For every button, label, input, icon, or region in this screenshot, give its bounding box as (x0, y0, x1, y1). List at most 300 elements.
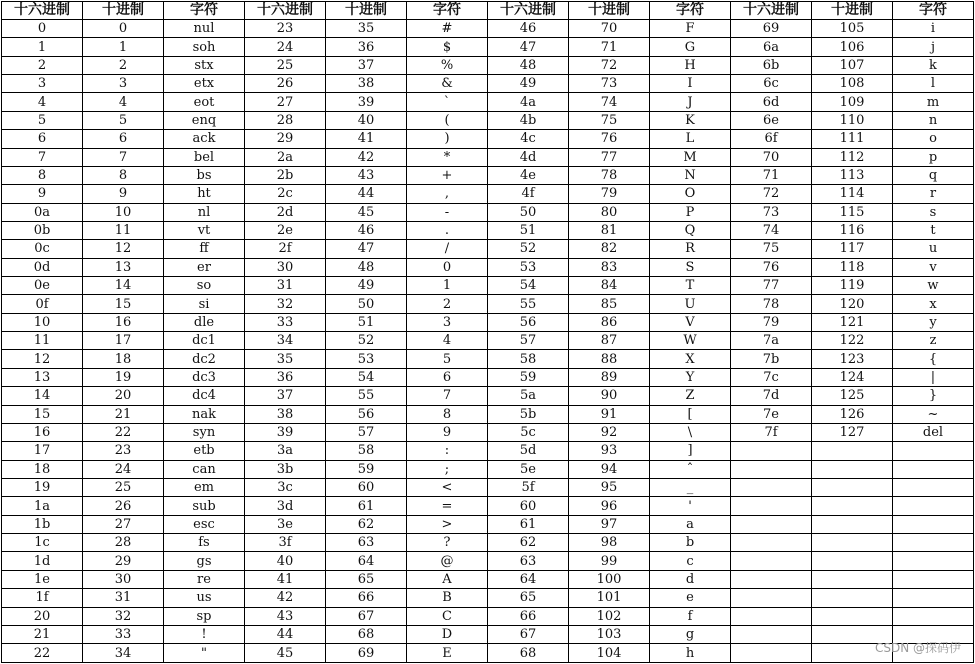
table-cell: dc3 (164, 368, 245, 386)
table-row (2, 442, 974, 460)
table-cell: 25 (245, 56, 326, 74)
table-cell: 62 (326, 515, 407, 533)
table-cell (812, 552, 893, 570)
table-cell: 125 (812, 387, 893, 405)
table-cell: 2b (245, 166, 326, 184)
table-cell: 53 (326, 350, 407, 368)
table-cell: 7e (731, 405, 812, 423)
table-cell: sp (164, 607, 245, 625)
table-cell: 16 (2, 423, 83, 441)
table-cell: K (650, 111, 731, 129)
table-cell: 22 (83, 423, 164, 441)
table-cell: 114 (812, 185, 893, 203)
table-cell: O (650, 185, 731, 203)
table-cell: 5 (2, 111, 83, 129)
table-cell: k (893, 56, 974, 74)
table-cell (893, 442, 974, 460)
table-cell: 4 (407, 332, 488, 350)
table-cell: 6b (731, 56, 812, 74)
table-cell: Z (650, 387, 731, 405)
table-cell: 53 (488, 258, 569, 276)
table-cell: 76 (569, 130, 650, 148)
table-cell: 56 (488, 313, 569, 331)
table-cell: L (650, 130, 731, 148)
table-cell (731, 497, 812, 515)
table-cell: ] (650, 442, 731, 460)
table-cell: R (650, 240, 731, 258)
table-cell: 45 (245, 644, 326, 663)
table-cell: ; (407, 460, 488, 478)
table-cell: stx (164, 56, 245, 74)
table-row (2, 515, 974, 533)
table-cell (893, 552, 974, 570)
table-cell: ` (407, 93, 488, 111)
table-cell: i (893, 20, 974, 38)
table-cell: P (650, 203, 731, 221)
table-cell: 3d (245, 497, 326, 515)
table-cell: S (650, 258, 731, 276)
table-cell: del (893, 423, 974, 441)
table-cell: 105 (812, 20, 893, 38)
table-cell (731, 644, 812, 663)
table-cell: $ (407, 38, 488, 56)
table-cell: 116 (812, 221, 893, 239)
table-cell: 1a (2, 497, 83, 515)
table-row (2, 607, 974, 625)
table-cell: 10 (2, 313, 83, 331)
table-cell: t (893, 221, 974, 239)
table-cell: 11 (2, 332, 83, 350)
table-cell: 4f (488, 185, 569, 203)
table-cell (812, 497, 893, 515)
table-row (2, 350, 974, 368)
table-cell: 1c (2, 534, 83, 552)
table-cell: syn (164, 423, 245, 441)
table-cell: 12 (2, 350, 83, 368)
table-cell: 2e (245, 221, 326, 239)
table-cell: 7c (731, 368, 812, 386)
table-cell: 70 (569, 20, 650, 38)
table-cell: 2c (245, 185, 326, 203)
table-cell: T (650, 277, 731, 295)
table-row (2, 93, 974, 111)
column-header: 十六进制 (245, 2, 326, 20)
table-cell: 55 (488, 295, 569, 313)
table-cell: 28 (83, 534, 164, 552)
table-cell: D (407, 625, 488, 643)
table-cell: 67 (326, 607, 407, 625)
table-cell: esc (164, 515, 245, 533)
table-cell: 41 (245, 570, 326, 588)
table-row (2, 185, 974, 203)
table-cell: 7a (731, 332, 812, 350)
table-cell: dc2 (164, 350, 245, 368)
table-cell: 27 (83, 515, 164, 533)
table-cell: 47 (326, 240, 407, 258)
table-cell: 40 (245, 552, 326, 570)
table-cell: 0 (2, 20, 83, 38)
table-cell: @ (407, 552, 488, 570)
table-cell: 0e (2, 277, 83, 295)
table-cell: 30 (83, 570, 164, 588)
table-cell: [ (650, 405, 731, 423)
table-cell: 56 (326, 405, 407, 423)
table-cell: 3a (245, 442, 326, 460)
table-cell: 11 (83, 221, 164, 239)
table-cell: 0 (407, 258, 488, 276)
table-cell: 31 (245, 277, 326, 295)
table-cell: < (407, 478, 488, 496)
column-header: 十六进制 (488, 2, 569, 20)
table-cell: 104 (569, 644, 650, 663)
table-row (2, 240, 974, 258)
table-cell (812, 460, 893, 478)
table-cell: 61 (326, 497, 407, 515)
table-cell: 2 (2, 56, 83, 74)
table-row (2, 203, 974, 221)
table-cell: \ (650, 423, 731, 441)
table-cell: 110 (812, 111, 893, 129)
table-cell: 78 (569, 166, 650, 184)
table-cell: 42 (326, 148, 407, 166)
table-cell: 18 (2, 460, 83, 478)
table-cell: 33 (83, 625, 164, 643)
table-cell: 111 (812, 130, 893, 148)
table-cell: fs (164, 534, 245, 552)
table-cell: 13 (83, 258, 164, 276)
table-cell: 0 (83, 20, 164, 38)
table-cell: j (893, 38, 974, 56)
table-cell: bel (164, 148, 245, 166)
table-cell: 74 (731, 221, 812, 239)
table-cell: nl (164, 203, 245, 221)
table-cell: G (650, 38, 731, 56)
table-cell: 34 (245, 332, 326, 350)
table-cell (731, 442, 812, 460)
table-cell: 106 (812, 38, 893, 56)
table-cell: 2f (245, 240, 326, 258)
table-cell: 0c (2, 240, 83, 258)
table-cell: s (893, 203, 974, 221)
table-cell: 60 (326, 478, 407, 496)
table-cell: 99 (569, 552, 650, 570)
table-cell (731, 460, 812, 478)
table-cell: 5c (488, 423, 569, 441)
table-cell: z (893, 332, 974, 350)
table-cell: ' (650, 497, 731, 515)
table-cell: 14 (83, 277, 164, 295)
table-cell: 6a (731, 38, 812, 56)
table-cell: U (650, 295, 731, 313)
table-cell: p (893, 148, 974, 166)
table-cell: 44 (326, 185, 407, 203)
table-cell: 15 (2, 405, 83, 423)
table-cell: 6 (83, 130, 164, 148)
table-row (2, 221, 974, 239)
table-cell: | (893, 368, 974, 386)
table-cell: 108 (812, 75, 893, 93)
table-cell: . (407, 221, 488, 239)
table-cell: ff (164, 240, 245, 258)
table-cell: 5d (488, 442, 569, 460)
table-cell: 0f (2, 295, 83, 313)
table-cell: 73 (569, 75, 650, 93)
table-cell: 40 (326, 111, 407, 129)
table-cell: 1f (2, 589, 83, 607)
table-cell: 81 (569, 221, 650, 239)
table-cell: > (407, 515, 488, 533)
table-cell: 39 (326, 93, 407, 111)
table-cell: 9 (2, 185, 83, 203)
table-cell: f (650, 607, 731, 625)
table-cell: 8 (407, 405, 488, 423)
table-cell: 124 (812, 368, 893, 386)
table-cell: 52 (488, 240, 569, 258)
table-cell: & (407, 75, 488, 93)
table-cell: I (650, 75, 731, 93)
table-cell: Q (650, 221, 731, 239)
table-cell: 122 (812, 332, 893, 350)
table-cell: 19 (83, 368, 164, 386)
table-cell: % (407, 56, 488, 74)
table-cell: + (407, 166, 488, 184)
table-cell: 58 (488, 350, 569, 368)
table-row (2, 166, 974, 184)
table-cell: 62 (488, 534, 569, 552)
table-cell: w (893, 277, 974, 295)
table-cell: 58 (326, 442, 407, 460)
table-cell: 5a (488, 387, 569, 405)
column-header: 字符 (407, 2, 488, 20)
table-cell: 85 (569, 295, 650, 313)
table-row (2, 56, 974, 74)
table-cell: " (164, 644, 245, 663)
table-cell: 29 (83, 552, 164, 570)
column-header: 十进制 (569, 2, 650, 20)
table-cell: 38 (326, 75, 407, 93)
table-cell: 42 (245, 589, 326, 607)
table-cell (893, 534, 974, 552)
table-cell: vt (164, 221, 245, 239)
table-cell: 115 (812, 203, 893, 221)
table-cell: ? (407, 534, 488, 552)
table-cell: 36 (245, 368, 326, 386)
table-cell: 77 (569, 148, 650, 166)
table-cell: ht (164, 185, 245, 203)
table-cell: etx (164, 75, 245, 93)
table-cell: 28 (245, 111, 326, 129)
table-cell: 61 (488, 515, 569, 533)
table-cell: F (650, 20, 731, 38)
table-cell: 7f (731, 423, 812, 441)
header-row (2, 2, 974, 20)
table-cell: 66 (326, 589, 407, 607)
table-cell: 71 (731, 166, 812, 184)
table-cell (812, 589, 893, 607)
table-cell (893, 570, 974, 588)
table-cell: 87 (569, 332, 650, 350)
table-cell: 5 (83, 111, 164, 129)
table-cell: 23 (83, 442, 164, 460)
table-cell (731, 589, 812, 607)
table-cell: ) (407, 130, 488, 148)
table-cell: 79 (731, 313, 812, 331)
table-row (2, 313, 974, 331)
table-cell: 70 (731, 148, 812, 166)
table-cell: 19 (2, 478, 83, 496)
table-body (2, 20, 974, 663)
table-cell: C (407, 607, 488, 625)
table-cell: 86 (569, 313, 650, 331)
table-cell (812, 607, 893, 625)
table-cell: 4b (488, 111, 569, 129)
table-cell: si (164, 295, 245, 313)
table-cell: dle (164, 313, 245, 331)
table-cell: 118 (812, 258, 893, 276)
table-cell: 6 (407, 368, 488, 386)
table-cell: 101 (569, 589, 650, 607)
table-cell (731, 478, 812, 496)
table-cell (893, 607, 974, 625)
table-cell: 1e (2, 570, 83, 588)
table-row (2, 258, 974, 276)
table-row (2, 478, 974, 496)
table-cell: us (164, 589, 245, 607)
column-header: 字符 (893, 2, 974, 20)
table-cell (812, 515, 893, 533)
table-cell: 23 (245, 20, 326, 38)
table-cell: 107 (812, 56, 893, 74)
table-cell (812, 570, 893, 588)
table-cell: 41 (326, 130, 407, 148)
table-cell: 17 (83, 332, 164, 350)
table-cell: 60 (488, 497, 569, 515)
table-cell: 75 (731, 240, 812, 258)
table-cell: 72 (569, 56, 650, 74)
watermark: CSDN @探码伊 (874, 641, 961, 655)
table-cell: 103 (569, 625, 650, 643)
table-cell: 24 (245, 38, 326, 56)
table-cell: 7 (83, 148, 164, 166)
table-cell: 69 (326, 644, 407, 663)
table-cell: 4d (488, 148, 569, 166)
table-cell: sub (164, 497, 245, 515)
table-cell: 24 (83, 460, 164, 478)
table-cell: W (650, 332, 731, 350)
table-cell: 43 (245, 607, 326, 625)
table-row (2, 295, 974, 313)
table-cell: 37 (326, 56, 407, 74)
table-cell: c (650, 552, 731, 570)
table-cell: 88 (569, 350, 650, 368)
table-cell: 36 (326, 38, 407, 56)
table-cell (893, 589, 974, 607)
table-cell: 13 (2, 368, 83, 386)
table-cell: 59 (326, 460, 407, 478)
table-cell: 7 (2, 148, 83, 166)
table-row (2, 111, 974, 129)
table-row (2, 130, 974, 148)
table-row (2, 277, 974, 295)
table-cell: 16 (83, 313, 164, 331)
table-cell: 33 (245, 313, 326, 331)
table-cell: 63 (488, 552, 569, 570)
table-cell: 89 (569, 368, 650, 386)
table-cell: 32 (83, 607, 164, 625)
table-cell: m (893, 93, 974, 111)
table-cell: 1 (83, 38, 164, 56)
table-cell: 25 (83, 478, 164, 496)
table-cell: # (407, 20, 488, 38)
table-cell: enq (164, 111, 245, 129)
table-cell: soh (164, 38, 245, 56)
table-cell: 47 (488, 38, 569, 56)
table-cell: 39 (245, 423, 326, 441)
table-cell: 32 (245, 295, 326, 313)
table-cell: 67 (488, 625, 569, 643)
table-cell: 27 (245, 93, 326, 111)
table-cell: 6d (731, 93, 812, 111)
table-cell (731, 607, 812, 625)
table-cell: can (164, 460, 245, 478)
table-cell: 83 (569, 258, 650, 276)
table-cell: 46 (488, 20, 569, 38)
table-cell (893, 478, 974, 496)
table-cell: H (650, 56, 731, 74)
table-cell: 20 (2, 607, 83, 625)
table-cell: 92 (569, 423, 650, 441)
table-cell: gs (164, 552, 245, 570)
table-cell: 26 (83, 497, 164, 515)
table-cell: 4 (2, 93, 83, 111)
table-row (2, 423, 974, 441)
table-cell: 97 (569, 515, 650, 533)
table-cell: l (893, 75, 974, 93)
table-cell: 78 (731, 295, 812, 313)
table-cell: 1b (2, 515, 83, 533)
table-cell: 5 (407, 350, 488, 368)
table-cell: nak (164, 405, 245, 423)
table-cell: { (893, 350, 974, 368)
table-cell: 90 (569, 387, 650, 405)
table-cell: 65 (488, 589, 569, 607)
table-cell: 20 (83, 387, 164, 405)
table-cell: r (893, 185, 974, 203)
table-cell: 100 (569, 570, 650, 588)
table-row (2, 368, 974, 386)
table-cell: 96 (569, 497, 650, 515)
table-cell: ( (407, 111, 488, 129)
table-cell: 54 (326, 368, 407, 386)
table-cell: 120 (812, 295, 893, 313)
table-cell: b (650, 534, 731, 552)
table-cell: d (650, 570, 731, 588)
table-cell: 126 (812, 405, 893, 423)
table-cell: 2a (245, 148, 326, 166)
table-row (2, 570, 974, 588)
table-cell (893, 460, 974, 478)
table-row (2, 644, 974, 663)
table-cell: 30 (245, 258, 326, 276)
table-cell: = (407, 497, 488, 515)
table-cell: 0b (2, 221, 83, 239)
table-cell: y (893, 313, 974, 331)
table-cell: 82 (569, 240, 650, 258)
table-cell: X (650, 350, 731, 368)
table-cell: 1 (2, 38, 83, 56)
table-cell: 2d (245, 203, 326, 221)
table-cell (731, 515, 812, 533)
